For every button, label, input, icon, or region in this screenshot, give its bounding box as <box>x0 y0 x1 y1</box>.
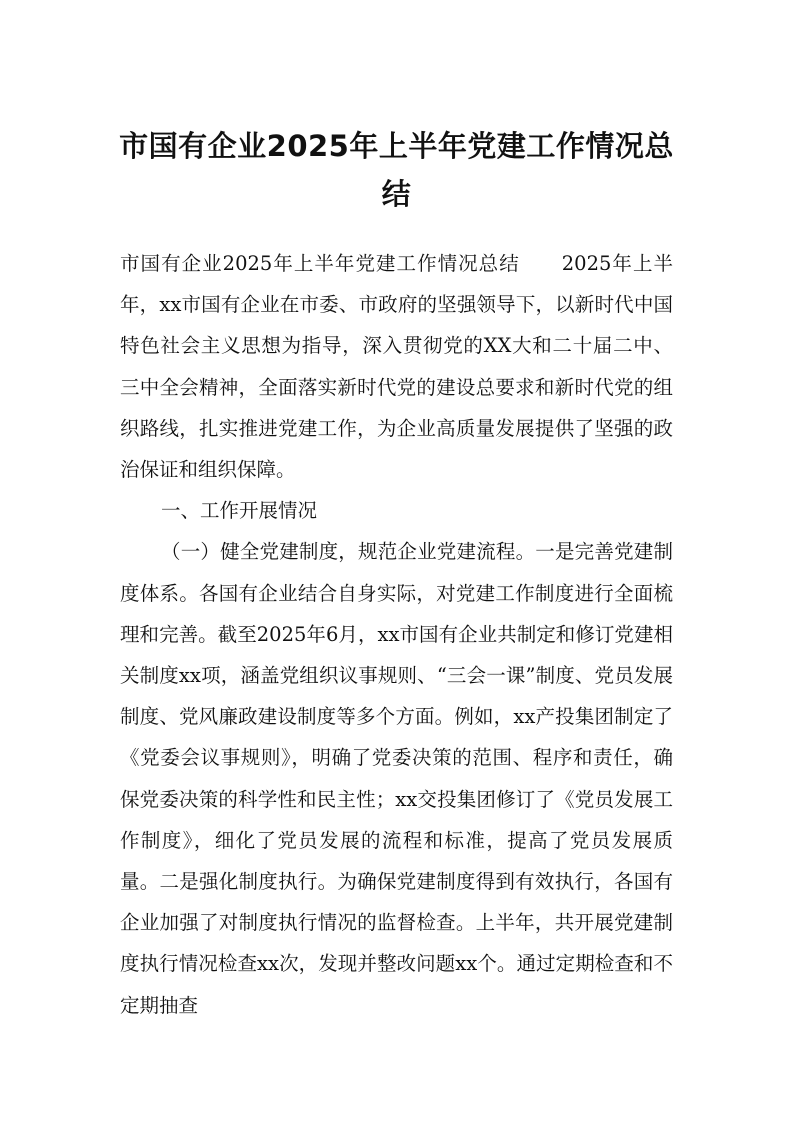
paragraph-1: （一）健全党建制度，规范企业党建流程。一是完善党建制度体系。各国有企业结合自身实际，对党建工作制度进行全面梳理和完善。截至2025年6月，xx市国有企业共制定和修订党建相关制度xx项，涵盖党组织议事规则、“三会一课”制度、党员发展制度、党风廉政建设制度等多个方面。例如，xx产投集团制定了《党委会议事规则》，明确了党委决策的范围、程序和责任，确保党委决策的科学性和民主性；xx交投集团修订了《党员发展工作制度》，细化了党员发展的流程和标准，提高了党员发展质量。二是强化制度执行。为确保党建制度得到有效执行，各国有企业加强了对制度执行情况的监督检查。上半年，共开展党建制度执行情况检查xx次，发现并整改问题xx个。通过定期检查和不定期抽查 <box>120 540 673 1017</box>
section-heading: 一、工作开展情况 <box>161 499 318 523</box>
intro-body: 2025年上半年，xx市国有企业在市委、市政府的坚强领导下，以新时代中国特色社会主义思想为指导，深入贯彻党的XX大和二十届二中、三中全会精神，全面落实新时代党的建设总要求和新时代党的组织路线，扎实推进党建工作，为企业高质量发展提供了坚强的政治保证和组织保障。 <box>120 252 673 482</box>
document-title: 市国有企业2025年上半年党建工作情况总结 <box>119 129 674 211</box>
intro-title: 市国有企业2025年上半年党建工作情况总结 <box>120 252 520 275</box>
document-body <box>120 243 673 1026</box>
intro-paragraph <box>120 243 673 490</box>
